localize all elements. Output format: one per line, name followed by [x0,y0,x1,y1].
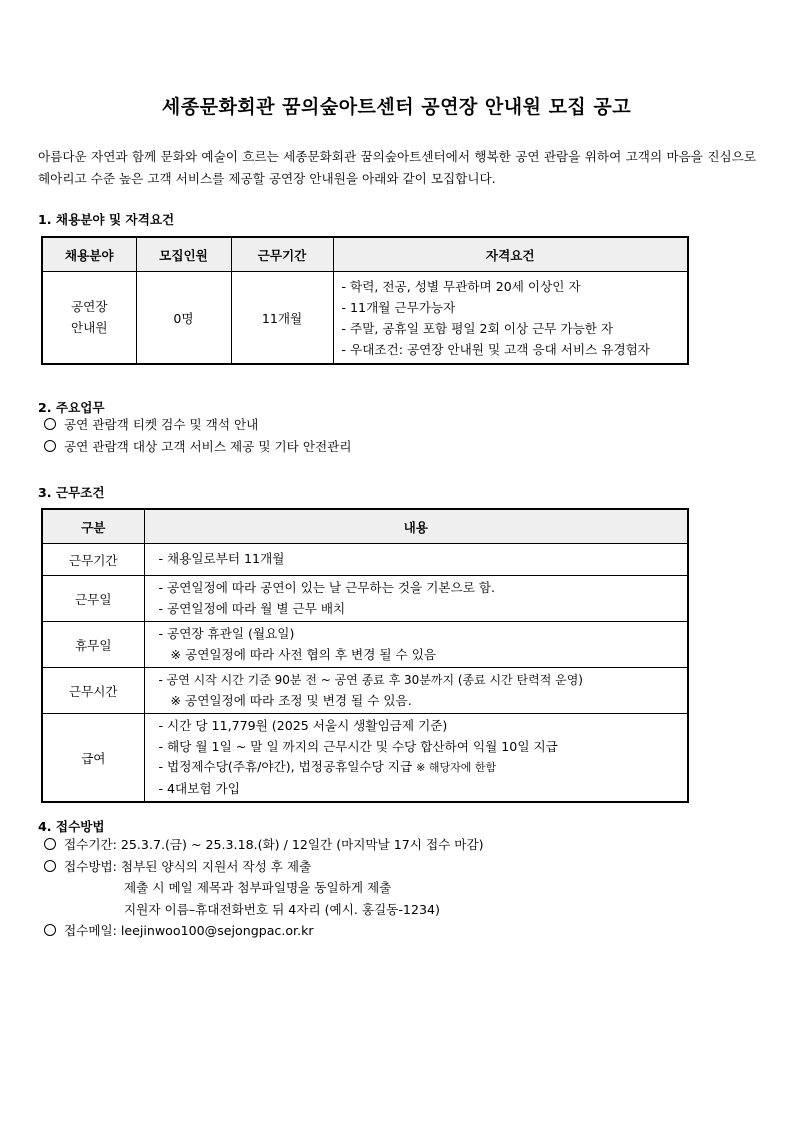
row-label: 휴무일 [42,622,144,668]
list-item [44,856,484,878]
duties-list [44,414,352,457]
header-content: 내용 [144,509,688,544]
email-text: 접수메일: leejinwoo100@sejongpac.or.kr [64,923,314,938]
section-heading-duties: 2. 주요업무 [38,400,105,415]
row-content [144,576,688,622]
row-content [144,544,688,576]
list-item [44,436,352,458]
list-item-text: 공연 관람객 대상 고객 서비스 제공 및 기타 안전관리 [64,438,352,454]
list-item-text: 공연 관람객 티켓 검수 및 객석 안내 [64,417,259,432]
content-line: - 공연장 휴관일 (월요일) [158,626,295,641]
field-line: 안내원 [71,320,108,336]
content-line: - 공연일정에 따라 월 별 근무 배치 [158,600,346,616]
requirement-item: - 주말, 공휴일 포함 평일 2회 이상 근무 가능한 자 [341,321,614,337]
period-cell: 11개월 [231,272,333,364]
content-line [159,757,674,779]
section-heading-conditions: 3. 근무조건 [38,485,105,500]
list-item [44,834,484,856]
requirements-cell [333,272,688,364]
circle-bullet-icon [44,838,56,850]
circle-bullet-icon [44,418,56,430]
section-heading-application: 4. 접수방법 [38,819,105,834]
content-note: ※ 공연일정에 따라 사전 협의 후 변경 될 수 있음 [170,646,437,662]
requirement-item: - 11개월 근무가능자 [341,300,456,316]
row-label: 근무시간 [42,668,144,714]
row-label: 근무기간 [42,544,144,576]
application-list [44,834,484,942]
count-cell: 0명 [136,272,231,364]
page-title: 세종문화회관 꿈의숲아트센터 공연장 안내원 모집 공고 [161,96,632,118]
content-note: ※ 해당자에 한함 [416,761,497,774]
circle-bullet-icon [44,440,56,452]
intro-paragraph: 아름다운 자연과 함께 문화와 예술이 흐르는 세종문화회관 꿈의숲아트센터에서 행복한 공연 관람을 위하여 고객의 마음을 진심으로 헤아리고 수준 높은 고객 서비스를 제공할 공연장 안내원을 아래와 같이 모집합니다. [38,149,756,186]
content-line: - 해당 월 1일 ~ 말 일 까지의 근무시간 및 수당 합산하여 익월 10일 지급 [158,738,558,754]
row-content [144,714,688,803]
header-period: 근무기간 [231,237,333,272]
circle-bullet-icon [44,860,56,872]
content-line: - 4대보험 가입 [158,780,240,796]
content-note: ※ 공연일정에 따라 조정 및 변경 될 수 있음. [170,692,412,708]
row-label: 급여 [42,714,144,803]
list-item-sub: 제출 시 메일 제목과 첨부파일명을 동일하게 제출 [124,880,392,895]
list-item-text: 접수방법: 첨부된 양식의 지원서 작성 후 제출 [64,858,312,874]
circle-bullet-icon [44,924,56,936]
section-heading-recruitment: 1. 채용분야 및 자격요건 [38,212,175,227]
header-requirements: 자격요건 [333,237,688,272]
content-line: - 공연일정에 따라 공연이 있는 날 근무하는 것을 기본으로 함. [158,580,496,595]
recruitment-table [41,236,689,365]
content-text: - 법정제수당(주휴/야간), 법정공휴일수당 지급 [158,759,413,774]
row-label: 근무일 [42,576,144,622]
conditions-table [41,508,689,803]
header-category: 구분 [42,509,144,544]
field-cell [42,272,136,364]
requirement-item: - 우대조건: 공연장 안내원 및 고객 응대 서비스 유경험자 [341,342,650,358]
row-content [144,668,688,714]
content-line: - 공연 시작 시간 기준 90분 전 ~ 공연 종료 후 30분까지 (종료 시간 탄력적 운영) [158,673,583,687]
list-item-sub: 지원자 이름–휴대전화번호 뒤 4자리 (예시. 홍길동-1234) [124,901,440,917]
requirement-item: - 학력, 전공, 성별 무관하며 20세 이상인 자 [341,279,581,295]
content-line: - 채용일로부터 11개월 [158,551,285,567]
list-item [44,920,484,942]
header-field: 채용분야 [42,237,136,272]
row-content [144,622,688,668]
field-line: 공연장 [71,299,108,315]
list-item [44,414,352,436]
list-item-text: 접수기간: 25.3.7.(금) ~ 25.3.18.(화) / 12일간 (마지막날 17시 접수 마감) [64,837,484,852]
content-line: - 시간 당 11,779원 (2025 서울시 생활임금제 기준) [158,718,448,733]
header-count: 모집인원 [136,237,231,272]
